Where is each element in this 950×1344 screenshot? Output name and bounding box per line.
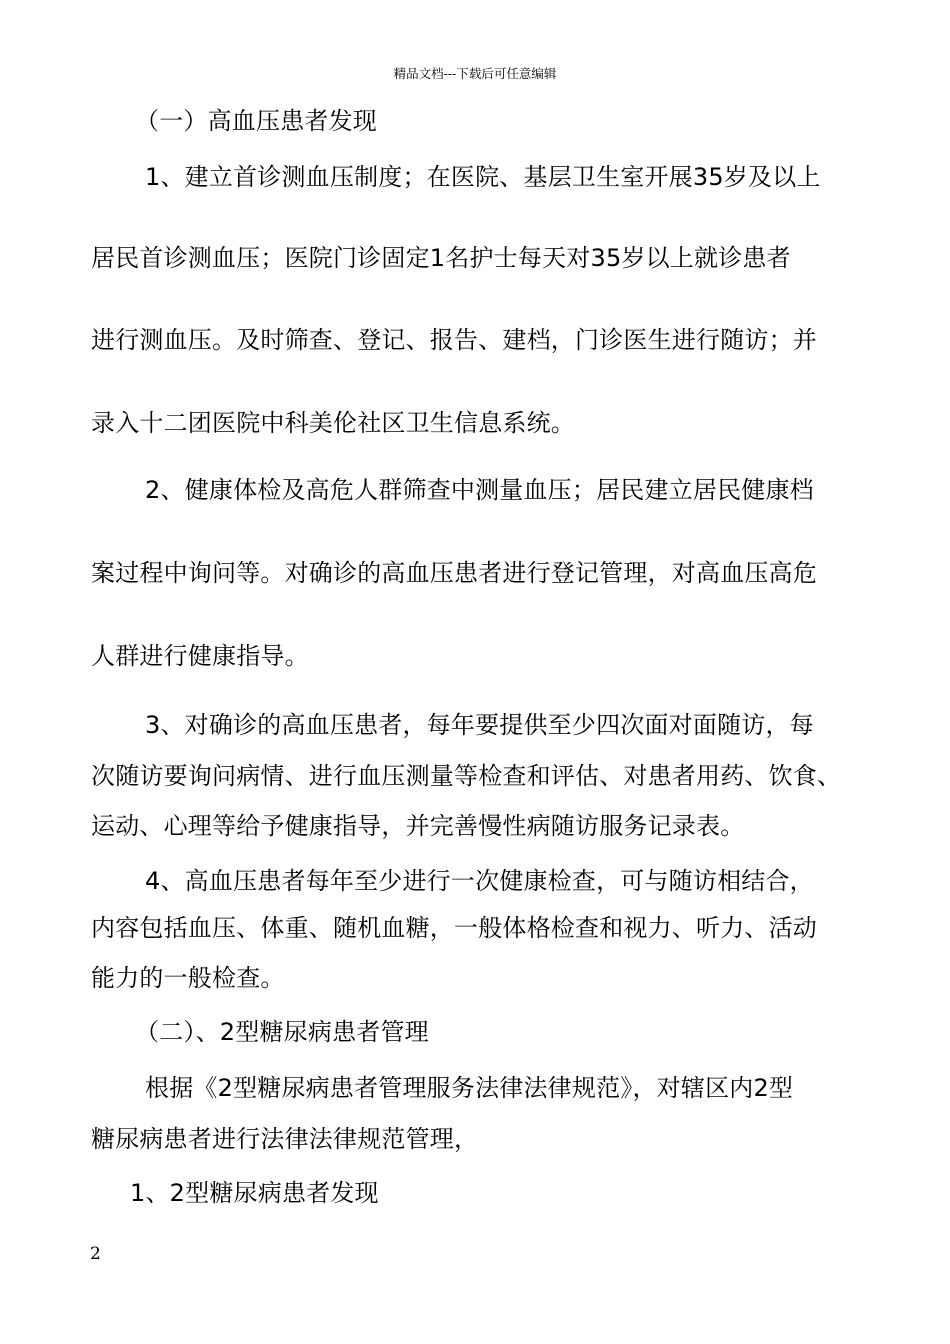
paragraph-line: 糖尿病患者进行法律法律规范管理， xyxy=(91,1125,479,1153)
section-heading-diabetes: （二）、2型糖尿病患者管理 xyxy=(135,1018,429,1046)
paragraph-line: 居民首诊测血压；医院门诊固定1名护士每天对35岁以上就诊患者 xyxy=(91,244,791,272)
subsection-heading: 1、2型糖尿病患者发现 xyxy=(130,1179,379,1207)
paragraph-line: 案过程中询问等。对确诊的高血压患者进行登记管理，对高血压高危 xyxy=(91,559,817,587)
paragraph-line: 进行测血压。及时筛查、登记、报告、建档，门诊医生进行随访；并 xyxy=(91,326,817,354)
paragraph-line: 运动、心理等给予健康指导，并完善慢性病随访服务记录表。 xyxy=(91,812,745,840)
paragraph-line: 1、建立首诊测血压制度；在医院、基层卫生室开展35岁及以上 xyxy=(145,163,821,191)
page-number: 2 xyxy=(90,1244,101,1264)
paragraph-line: 内容包括血压、体重、随机血糖，一般体格检查和视力、听力、活动 xyxy=(91,914,817,942)
paragraph-line: 4、高血压患者每年至少进行一次健康检查，可与随访相结合， xyxy=(145,867,814,895)
paragraph-line: 次随访要询问病情、进行血压测量等检查和评估、对患者用药、饮食、 xyxy=(91,762,842,790)
paragraph-line: 根据《2型糖尿病患者管理服务法律法律规范》，对辖区内2型 xyxy=(145,1074,794,1102)
paragraph-line: 录入十二团医院中科美伦社区卫生信息系统。 xyxy=(91,409,575,437)
section-heading-hypertension: （一）高血压患者发现 xyxy=(135,107,377,135)
paragraph-line: 能力的一般检查。 xyxy=(91,964,285,992)
paragraph-line: 2、健康体检及高危人群筛查中测量血压；居民建立居民健康档 xyxy=(145,476,814,504)
paragraph-line: 人群进行健康指导。 xyxy=(91,642,309,670)
page-header: 精品文档---下载后可任意编辑 xyxy=(393,66,557,81)
paragraph-line: 3、对确诊的高血压患者，每年要提供至少四次面对面随访，每 xyxy=(145,711,814,739)
